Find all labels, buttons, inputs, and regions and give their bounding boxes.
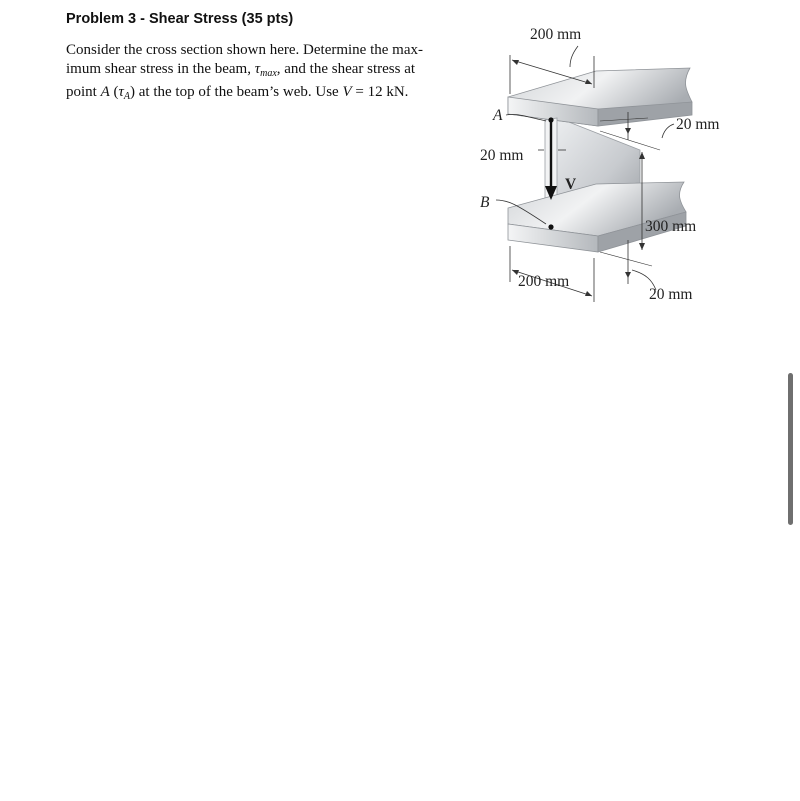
statement-line-1: Consider the cross section shown here. Determine the max-	[66, 42, 423, 58]
statement-line-2: imum shear stress in the beam, $\tau_{max}$, and the shear stress at	[66, 60, 416, 79]
a-subscript: A	[123, 91, 130, 102]
label-top-flange-width: 200 mm	[530, 26, 582, 43]
dim-bot-width-arrow-r	[585, 291, 592, 296]
i-beam-drawing	[460, 20, 750, 320]
label-point-b: B	[480, 194, 490, 211]
label-depth: 300 mm	[645, 218, 697, 235]
dim-top-thick-leader	[662, 124, 674, 138]
label-bottom-flange-width: 200 mm	[518, 273, 570, 290]
dim-top-width-arrow-l	[512, 60, 519, 65]
v-symbol: V	[342, 84, 352, 100]
dim-top-width-line	[512, 60, 592, 84]
beam-cross-section-figure	[460, 20, 750, 325]
point-a-ref: A	[100, 84, 110, 100]
max-subscript: max	[260, 67, 277, 79]
label-top-flange-thickness: 20 mm	[676, 116, 720, 133]
label-point-a: A	[493, 107, 503, 124]
tau-a-symbol: τ	[118, 84, 124, 100]
point-a-dot	[548, 117, 553, 122]
problem-title: Problem 3 - Shear Stress (35 pts)	[66, 11, 294, 27]
dim-top-thick-arrow	[625, 128, 631, 134]
dim-bot-thick-arrow	[625, 272, 631, 278]
label-bottom-flange-thickness: 20 mm	[649, 286, 693, 303]
problem-statement	[66, 41, 461, 107]
label-shear-force: V	[565, 176, 577, 193]
label-web-thickness: 20 mm	[480, 147, 524, 164]
dim-top-width-leader	[570, 46, 578, 67]
point-b-dot	[548, 224, 553, 229]
statement-line-3: point A $(\tau_A)$ at the top of the beam’s web. Use V = 12 kN.	[66, 84, 409, 102]
dim-bot-thick-ext	[600, 252, 652, 266]
vertical-scrollbar[interactable]	[788, 373, 793, 525]
tau-symbol: τ	[254, 60, 261, 77]
dim-depth-arrow-bot	[639, 243, 645, 250]
